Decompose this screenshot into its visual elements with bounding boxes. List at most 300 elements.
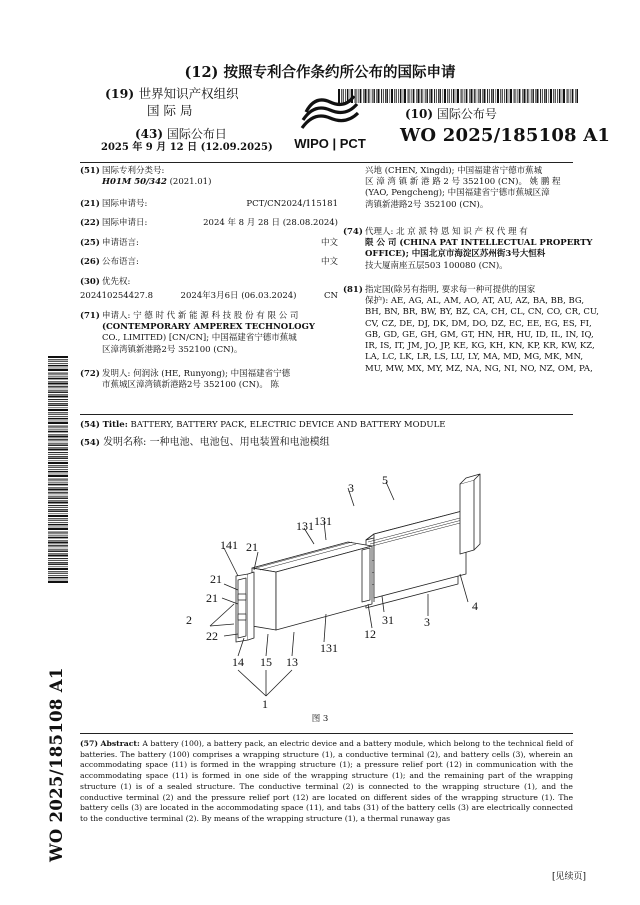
designated-states-line: LA, LC, LK, LR, LS, LU, LY, MA, MD, MG, MK, MN, — [365, 352, 584, 363]
barcode-bar — [48, 392, 68, 393]
barcode-bar — [48, 492, 68, 493]
pub-num-label: 国际公布号 — [436, 107, 497, 121]
barcode-bar — [48, 573, 68, 574]
barcode-bar — [48, 481, 68, 482]
barcode-bar — [496, 89, 497, 103]
label-14: 14 — [232, 655, 244, 669]
barcode-bar — [453, 89, 454, 103]
barcode-bar — [48, 378, 68, 379]
priority-number: 202410254427.8 — [80, 291, 154, 301]
title-en-code: (54) — [80, 420, 100, 430]
wipo-pct-logo — [285, 92, 375, 152]
barcode-bar — [48, 426, 68, 427]
barcode-bar — [537, 89, 539, 103]
barcode-bar — [577, 89, 579, 103]
barcode-bar — [48, 422, 68, 424]
barcode-bar — [440, 89, 441, 103]
field-30-label: 优先权: — [102, 277, 131, 287]
label-1: 1 — [262, 697, 268, 711]
barcode-bar — [48, 494, 68, 495]
barcode-bar — [413, 89, 414, 103]
barcode-bar — [559, 89, 560, 103]
barcode-bar — [48, 537, 68, 538]
barcode-bar — [48, 509, 68, 510]
barcode-bar — [383, 89, 384, 103]
barcode-bar — [398, 89, 399, 103]
barcode-bar — [48, 434, 68, 435]
figure-caption: 图 3 — [311, 714, 329, 724]
label-12: 12 — [364, 627, 376, 641]
field-22-code: (22) — [80, 218, 100, 228]
applicant-line: 区漳湾镇新港路2号 352100 (CN)。 — [102, 344, 243, 355]
field-21-value: PCT/CN2024/115181 — [246, 199, 338, 209]
agent-line: 限 公 司 (CHINA PAT INTELLECTUAL PROPERTY — [365, 238, 593, 249]
barcode-bar — [48, 356, 68, 358]
barcode-bar — [542, 89, 543, 103]
applicant-line: CO., LIMITED) [CN/CN]; 中国福建省宁德市蕉城 — [102, 333, 297, 344]
barcode-bar — [48, 545, 68, 546]
barcode-bar — [48, 518, 68, 519]
barcode-bar — [381, 89, 382, 103]
barcode-bar — [48, 373, 68, 374]
barcode-bar — [394, 89, 395, 103]
divider-top — [80, 162, 573, 163]
field-51-label: 国际专利分类号: — [102, 166, 165, 176]
barcode-bar — [48, 458, 68, 459]
barcode-bar — [544, 89, 545, 103]
label-131b: 131 — [314, 514, 332, 528]
field-25-label: 申请语言: — [102, 238, 139, 248]
barcode-bar — [575, 89, 576, 103]
barcode-bar — [378, 89, 380, 103]
barcode-bar — [48, 399, 68, 400]
barcode-bar — [48, 514, 68, 515]
label-3: 3 — [348, 481, 354, 495]
org-bureau: 国 际 局 — [147, 102, 193, 118]
barcode-bar — [48, 489, 68, 491]
barcode-bar — [500, 89, 501, 103]
barcode-bar — [418, 89, 420, 103]
barcode-bar — [48, 452, 68, 453]
barcode-bar — [391, 89, 393, 103]
title-zh-value: 一种电池、电池包、用电装置和电池模组 — [149, 437, 330, 448]
field-25-code: (25) — [80, 238, 100, 248]
barcode-bar — [466, 89, 467, 103]
barcode-bar — [425, 89, 426, 103]
barcode-bar — [385, 89, 386, 103]
label-3b: 3 — [424, 615, 430, 629]
field-26-value: 中文 — [320, 257, 338, 267]
barcode-bar — [48, 520, 68, 521]
barcode-bar — [562, 89, 563, 103]
priority-date: 2024年3月6日 (06.03.2024) — [180, 291, 297, 301]
abstract-text: A battery (100), a battery pack, an electric device and a battery module, which belong to the technical field of batteries. The battery (100) comprises a wrapping structure (1), a conductive terminal (2), and battery cells (3), wherein an accommodating space (11) is formed in the wrapping structure (1); a pressure relief port (12) in communication with the accommodating space (11) is formed in one side of the wrapping structure (1); and the remaining part of the wrapping structure (1) is of a sealed structure. The conductive terminal (2) is connected to the wrapping structure (1), and the conductive terminal (2) and the pressure relief port (12) are located on different sides of the wrapping structure (1). The battery cells (3) are located in the accommodating space (11), and tabs (31) of the battery cells (3) are electrically connected to the conductive terminal (2). By means of the wrapping structure (1), a thermal runaway gas — [80, 739, 574, 823]
field-22-value: 2024 年 8 月 28 日 (28.08.2024) — [203, 218, 338, 228]
barcode-bar — [48, 414, 68, 415]
barcode-bar — [48, 547, 68, 548]
field-81-code: (81) — [343, 285, 363, 295]
barcode-bar — [410, 89, 411, 103]
field-51-version: (2021.01) — [166, 177, 212, 188]
logo-text: WIPO | PCT — [294, 136, 366, 151]
field-25-value: 中文 — [320, 238, 338, 248]
barcode-bar — [557, 89, 558, 103]
publication-number: WO 2025/185108 A1 — [400, 125, 611, 146]
barcode-bar — [48, 431, 68, 432]
barcode-bar — [48, 363, 68, 364]
barcode-bar — [48, 527, 68, 528]
barcode-bar — [48, 483, 68, 484]
pub-num-code: (10) — [405, 107, 434, 121]
barcode-bar — [516, 89, 517, 103]
bibliographic-right-column — [343, 166, 599, 416]
barcode-bar — [48, 500, 68, 501]
abstract — [80, 739, 573, 825]
barcode-bar — [48, 553, 68, 554]
barcode-bar — [491, 89, 492, 103]
barcode-bar — [540, 89, 541, 103]
barcode-bar — [48, 567, 68, 568]
barcode-bar — [412, 89, 413, 103]
applicant-line: 申请人: 宁 德 时 代 新 能 源 科 技 股 份 有 限 公 司 — [102, 311, 299, 321]
barcode-bar — [48, 471, 68, 472]
barcode-bar — [447, 89, 448, 103]
barcode-bar — [48, 418, 68, 419]
label-21a: 21 — [246, 540, 258, 554]
barcode-bar — [48, 441, 68, 442]
barcode-bar — [471, 89, 473, 103]
label-13: 13 — [286, 655, 298, 669]
barcode-bar — [436, 89, 437, 103]
barcode-bar — [48, 568, 68, 570]
inventor-line: 发明人: 何润泳 (HE, Runyong); 中国福建省宁德 — [102, 369, 291, 379]
barcode-bar — [469, 89, 470, 103]
barcode-bar — [48, 496, 68, 497]
side-publication-number: WO 2025/185108 A1 — [47, 667, 66, 862]
barcode-bar — [48, 562, 68, 563]
barcode-bar — [457, 89, 459, 103]
wipo-organization — [105, 86, 275, 119]
abstract-label: Abstract: — [100, 739, 140, 748]
barcode-bar — [524, 89, 526, 103]
barcode-bar — [48, 445, 68, 446]
field-74-code: (74) — [343, 227, 363, 237]
org-code: (19) — [105, 86, 135, 101]
title-zh-label: 发明名称: — [103, 437, 147, 448]
barcode-bar — [48, 388, 68, 389]
barcode-side — [48, 356, 68, 584]
barcode-bar — [48, 383, 68, 385]
designated-states-line: MU, MW, MX, MY, MZ, NA, NG, NI, NO, NZ, OM, PA, — [365, 363, 593, 374]
field-26-label: 公布语言: — [102, 257, 139, 267]
barcode-bar — [449, 89, 450, 103]
designated-states-line: 指定国(除另有指明, 要求每一种可提供的国家 — [365, 285, 536, 295]
field-22-label: 国际申请日: — [102, 218, 148, 228]
barcode-bar — [48, 564, 68, 565]
barcode-bar — [572, 89, 573, 103]
barcode-bar — [48, 580, 68, 581]
barcode-bar — [48, 403, 68, 404]
agent-line: 技大厦南座五层503 100080 (CN)。 — [365, 260, 508, 271]
inventor-cont-line: 区 漳 湾 镇 新 港 路 2 号 352100 (CN)。 姚 鹏 程 — [365, 177, 561, 188]
barcode-bar — [546, 89, 547, 103]
barcode-bar — [482, 89, 483, 103]
barcode-bar — [553, 89, 554, 103]
barcode-bar — [48, 469, 68, 470]
field-30-code: (30) — [80, 277, 100, 287]
barcode-bar — [387, 89, 388, 103]
barcode-bar — [48, 430, 68, 431]
barcode-bar — [550, 89, 552, 103]
barcode-bar — [48, 524, 68, 525]
title-english — [80, 420, 445, 431]
pub-date-code: (43) — [135, 127, 164, 141]
barcode-bar — [390, 89, 391, 103]
barcode-bar — [48, 484, 68, 485]
barcode-bar — [502, 89, 503, 103]
inventor-cont-line: 湾镇新港路2号 352100 (CN)。 — [365, 199, 489, 210]
barcode-bar — [493, 89, 494, 103]
barcode-bar — [396, 89, 397, 103]
barcode-bar — [48, 386, 68, 387]
barcode-bar — [48, 540, 68, 541]
inventor-cont-line: 兴地 (CHEN, Xingdi); 中国福建省宁德市蕉城 — [365, 166, 543, 176]
barcode-bar — [527, 89, 528, 103]
barcode-bar — [48, 571, 68, 572]
barcode-bar — [567, 89, 568, 103]
barcode-bar — [456, 89, 457, 103]
barcode-bar — [48, 408, 68, 409]
barcode-bar — [48, 396, 68, 398]
barcode-bar — [48, 421, 68, 422]
barcode-bar — [48, 369, 68, 371]
barcode-bar — [48, 412, 68, 413]
barcode-bar — [509, 89, 510, 103]
field-21-code: (21) — [80, 199, 100, 209]
barcode-bar — [480, 89, 481, 103]
battery-exploded-figure — [176, 464, 496, 714]
barcode-bar — [48, 542, 68, 544]
barcode-bar — [529, 89, 530, 103]
barcode-bar — [48, 365, 68, 366]
end-plate-4 — [460, 480, 474, 554]
divider-abstract — [80, 733, 573, 734]
barcode-bar — [48, 551, 68, 552]
barcode-bar — [563, 89, 565, 103]
field-72-code: (72) — [80, 369, 100, 379]
barcode-bar — [48, 534, 68, 535]
barcode-bar — [400, 89, 401, 103]
barcode-bar — [484, 89, 486, 103]
barcode-bar — [48, 507, 68, 508]
designated-states-line: BH, BN, BR, BW, BY, BZ, CA, CH, CL, CN, CO, CR, CU, — [365, 307, 599, 318]
barcode-bar — [48, 549, 68, 550]
barcode-bar — [48, 359, 68, 360]
pub-num-label-row — [405, 107, 497, 123]
designated-states-line: CV, CZ, DE, DJ, DK, DM, DO, DZ, EC, EE, EG, ES, FI, — [365, 318, 592, 329]
barcode-bar — [48, 515, 68, 517]
barcode-bar — [431, 89, 433, 103]
document-header-title: (12) 按照专利合作条约所公布的国际申请 — [184, 64, 456, 81]
field-51-ipc: H01M 50/342 — [102, 177, 167, 188]
label-15: 15 — [260, 655, 272, 669]
barcode-bar — [451, 89, 452, 103]
title-en-value: BATTERY, BATTERY PACK, ELECTRIC DEVICE AND BATTERY MODULE — [130, 420, 446, 430]
designated-states-line: GB, GD, GE, GH, GM, GT, HN, HR, HU, ID, IL, IN, IQ, — [365, 329, 594, 340]
barcode-bar — [408, 89, 409, 103]
barcode-bar — [514, 89, 515, 103]
barcode-bar — [510, 89, 512, 103]
barcode-bar — [463, 89, 464, 103]
barcode-bar — [518, 89, 519, 103]
barcode-bar — [478, 89, 479, 103]
barcode-bar — [487, 89, 488, 103]
barcode-bar — [416, 89, 417, 103]
barcode-bar — [48, 377, 68, 378]
inventor-continued — [365, 166, 571, 211]
applicant-line: (CONTEMPORARY AMPEREX TECHNOLOGY — [102, 322, 315, 333]
barcode-bar — [48, 498, 68, 499]
barcode-bar — [48, 443, 68, 444]
barcode-bar — [48, 390, 68, 391]
title-chinese — [80, 436, 330, 449]
barcode-bar — [434, 89, 435, 103]
barcode-bar — [48, 449, 68, 451]
barcode-bar — [48, 409, 68, 411]
barcode-bar — [423, 89, 424, 103]
continued-on-next-page: [见续页] — [552, 872, 587, 882]
barcode-bar — [444, 89, 446, 103]
field-71-code: (71) — [80, 311, 100, 321]
agent-line: 代理人: 北 京 派 特 恩 知 识 产 权 代 理 有 — [365, 227, 528, 237]
barcode-bar — [48, 474, 68, 475]
barcode-bar — [48, 511, 68, 512]
label-22: 22 — [206, 629, 218, 643]
barcode-bar — [48, 522, 68, 523]
label-131c: 131 — [320, 641, 338, 655]
barcode-bar — [504, 89, 505, 103]
barcode-bar — [403, 89, 404, 103]
barcode-bar — [506, 89, 507, 103]
barcode-bar — [48, 381, 68, 382]
abstract-code: (57) — [80, 739, 98, 748]
pressure-relief-port — [362, 548, 370, 602]
barcode-bar — [461, 89, 462, 103]
barcode-bar — [376, 89, 377, 103]
barcode-bar — [48, 479, 68, 480]
barcode-bar — [429, 89, 430, 103]
label-4: 4 — [472, 599, 478, 613]
barcode-bar — [48, 375, 68, 376]
pub-date-label: 国际公布日 — [166, 127, 227, 141]
barcode-bar — [48, 581, 68, 583]
label-31: 31 — [382, 613, 394, 627]
barcode-bar — [555, 89, 556, 103]
barcode-bar — [48, 461, 68, 462]
barcode-bar — [48, 555, 68, 557]
barcode-bar — [535, 89, 536, 103]
barcode-bar — [48, 439, 68, 440]
barcode-bar — [48, 456, 68, 457]
barcode-bar — [48, 394, 68, 395]
barcode-bar — [443, 89, 444, 103]
barcode-bar — [48, 447, 68, 448]
barcode-bar — [48, 361, 68, 362]
barcode-bar — [48, 465, 68, 466]
barcode-bar — [519, 89, 520, 103]
barcode-bar — [48, 416, 68, 417]
barcode-bar — [438, 89, 439, 103]
barcode-bar — [531, 89, 532, 103]
barcode-bar — [48, 467, 68, 468]
barcode-bar — [48, 528, 68, 530]
barcode-bar — [48, 462, 68, 464]
label-131a: 131 — [296, 519, 314, 533]
barcode-bar — [48, 577, 68, 578]
label-21b: 21 — [210, 572, 222, 586]
barcode-bar — [522, 89, 523, 103]
barcode-bar — [48, 454, 68, 455]
barcode-bar — [489, 89, 490, 103]
priority-country: CN — [324, 291, 338, 301]
barcode-bar — [48, 368, 68, 369]
agent-line: OFFICE); 中国北京市海淀区苏州街3号大恒科 — [365, 249, 546, 260]
barcode-bar — [48, 487, 68, 488]
field-26-code: (26) — [80, 257, 100, 267]
designated-states-line: 保护): AE, AG, AL, AM, AO, AT, AU, AZ, BA, BB, BG, — [365, 296, 585, 307]
barcode-bar — [48, 475, 68, 477]
bibliographic-left-column — [80, 166, 338, 416]
barcode-bar — [497, 89, 499, 103]
designated-states-line: IR, IS, IT, JM, JO, JP, KE, KG, KH, KN, KP, KR, KW, KZ, — [365, 341, 595, 352]
title-en-label: Title: — [102, 420, 128, 430]
barcode-bar — [48, 428, 68, 429]
barcode-bar — [48, 575, 68, 576]
label-2: 2 — [186, 613, 192, 627]
barcode-bar — [571, 89, 572, 103]
barcode-bar — [549, 89, 550, 103]
barcode-bar — [48, 401, 68, 402]
barcode-bar — [48, 536, 68, 537]
barcode-bar — [476, 89, 477, 103]
label-5: 5 — [382, 473, 388, 487]
barcode-bar — [421, 89, 422, 103]
barcode-bar — [48, 505, 68, 506]
barcode-bar — [48, 502, 68, 504]
publication-date: 2025 年 9 月 12 日 (12.09.2025) — [101, 142, 273, 153]
barcode-bar — [533, 89, 534, 103]
barcode-bar — [427, 89, 428, 103]
wrapping-front — [252, 568, 276, 630]
barcode-bar — [48, 560, 68, 561]
barcode-bar — [404, 89, 406, 103]
barcode-bar — [48, 405, 68, 406]
label-141: 141 — [220, 538, 238, 552]
barcode-bar — [569, 89, 570, 103]
field-21-label: 国际申请号: — [102, 199, 148, 209]
field-51-code: (51) — [80, 166, 100, 176]
inventor-cont-line: (YAO, Pengcheng); 中国福建省宁德市蕉城区漳 — [365, 188, 550, 199]
title-zh-code: (54) — [80, 438, 100, 448]
barcode-bar — [48, 436, 68, 438]
inventor-line: 市蕉城区漳湾镇新港路2号 352100 (CN)。 陈 — [102, 380, 280, 391]
barcode-bar — [474, 89, 475, 103]
barcode-bar — [48, 558, 68, 559]
org-name: 世界知识产权组织 — [138, 86, 239, 101]
label-21c: 21 — [206, 591, 218, 605]
barcode-bar — [48, 532, 68, 533]
barcode-bar — [465, 89, 466, 103]
